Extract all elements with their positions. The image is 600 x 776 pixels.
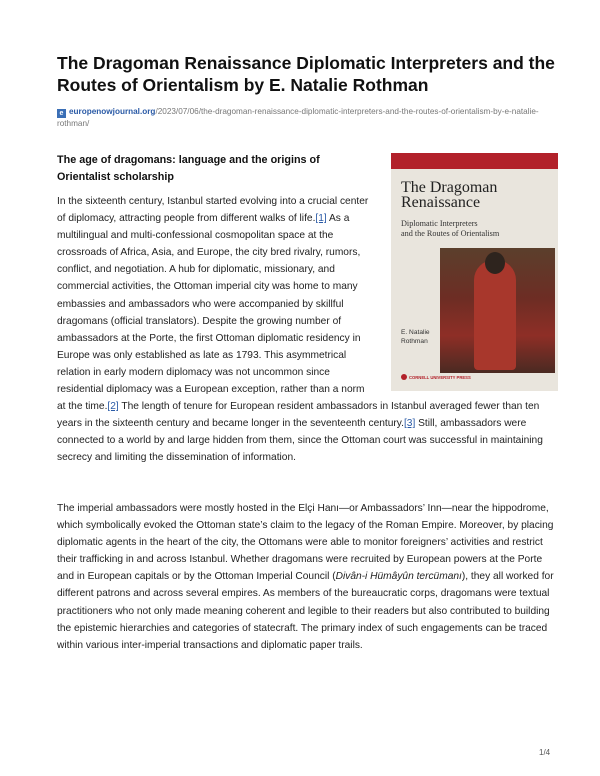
paragraph-text: ), they all worked for different patrons and across several empires. As members of the bureaucratic corps, dragomans were textual practitioners who not only made meaning coherent and legible to their readers but also contributed to building the epistemic hierarchies and categories of statecraft. The primary index of such engagements can be traced within various inter-imperial transactions and diplomatic paper trails. bbox=[57, 571, 554, 651]
footnote-link-1[interactable]: [1] bbox=[315, 213, 327, 225]
paragraph-text: In the sixteenth century, Istanbul started evolving into a crucial center of diplomacy, attracting people from different walks of life. bbox=[57, 196, 369, 225]
article-title: The Dragoman Renaissance Diplomatic Interpreters and the Routes of Orientalism by E. Natalie Rothman bbox=[57, 53, 555, 95]
paragraph-text: The imperial ambassadors were mostly hosted in the Elçi Hanı—or Ambassadors’ Inn—near the hippodrome, which symbolically evoked the Ottoman state’s claim to the legacy of the Roman Empire. Moreover, by placing diplomatic agents in the heart of the city, the Ottomans were able to monitor foreigners’ activities and restrict their trafficking in and across Istanbul. Whether dragomans were recruited by European powers at the Porte and in European capitals or by the Ottoman Imperial Council ( bbox=[57, 503, 554, 583]
cover-subtitle-line: and the Routes of Orientalism bbox=[401, 229, 500, 238]
paragraph-text: Still, ambassadors were connected to a world by and large hidden from them, since the Ottoman court was successful in maintaining secrecy and limiting the dissemination of information. bbox=[57, 418, 543, 464]
paragraph-italic-term: Divân-i Hümâyûn tercümanı bbox=[335, 571, 462, 583]
paragraph-text: The length of tenure for European resident ambassadors in Istanbul averaged fewer than ten years in the sixteenth century and became longer in the seventeenth century. bbox=[57, 401, 540, 430]
publisher-name: CORNELL UNIVERSITY PRESS bbox=[409, 375, 471, 380]
source-path[interactable]: /2023/07/06/the-dragoman-renaissance-diplomatic-interpreters-and-the-routes-of-orientalism-by-e-natalie-rothman/ bbox=[57, 107, 539, 128]
cover-title-line: Renaissance bbox=[401, 194, 481, 211]
footnote-link-3[interactable]: [3] bbox=[403, 418, 416, 430]
cover-author-line: Rothman bbox=[401, 337, 428, 345]
body-paragraph bbox=[57, 193, 557, 467]
site-favicon-icon: e bbox=[57, 109, 66, 118]
cover-top-band bbox=[391, 153, 558, 169]
footnote-link-2[interactable]: [2] bbox=[107, 401, 119, 413]
source-url[interactable] bbox=[57, 106, 557, 130]
source-domain[interactable]: europenowjournal.org bbox=[69, 107, 156, 116]
cover-author-line: E. Natalie bbox=[401, 329, 430, 336]
body-paragraph bbox=[57, 500, 557, 654]
paragraph-text: As a multilingual and multi-confessional cosmopolitan space at the crossroads of Africa, Asia, and Europe, the city bred rivalry, rumors, conflict, and negotiation. A hub for diplomatic, missionary, and commercial activities, the Ottoman imperial city was home to many embassies and ambassadors who were accompanied by skillful dragomans (official translators). Despite the growing number of ambassadors at the Porte, the first Ottoman diplomatic residency in Europe was only established as late as 1793. This asymmetrical relation in early modern diplomacy was not uncommon since residential diplomacy was a European exception, rather than a norm at the time. bbox=[57, 213, 365, 413]
section-heading: The age of dragomans: language and the origins of Orientalist scholarship bbox=[57, 154, 320, 183]
cover-float-spacer bbox=[369, 193, 557, 392]
cover-subtitle-line: Diplomatic Interpreters bbox=[401, 219, 478, 228]
page-number: 1/4 bbox=[539, 748, 551, 757]
cover-title-line: The Dragoman bbox=[401, 179, 498, 196]
